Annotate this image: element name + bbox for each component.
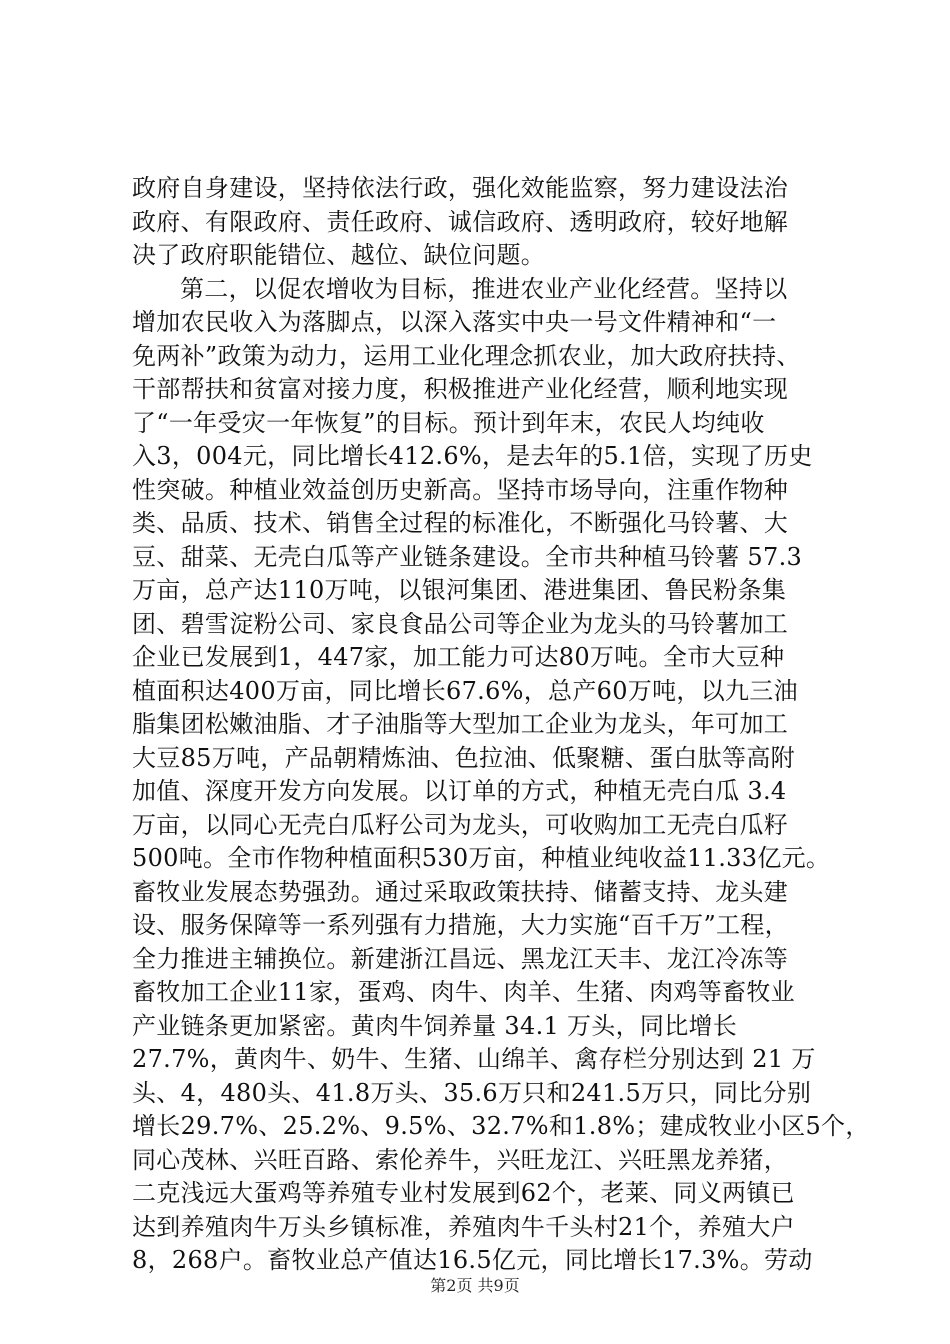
text-line: 万亩，总产达110万吨，以银河集团、港进集团、鲁民粉条集 — [132, 576, 787, 604]
text-line: 豆、甜菜、无壳白瓜等产业链条建设。全市共种植马铃薯 57.3 — [132, 542, 803, 571]
body-text — [132, 172, 870, 1278]
text-line: 设、服务保障等一系列强有力措施，大力实施“百千万”工程， — [132, 911, 789, 939]
text-line: 27.7%，黄肉牛、奶牛、生猪、山绵羊、禽存栏分别达到 21 万 — [132, 1045, 816, 1073]
text-line: 决了政府职能错位、越位、缺位问题。 — [132, 241, 546, 269]
text-line: 加值、深度开发方向发展。以订单的方式，种植无壳白瓜 3.4 — [132, 777, 787, 805]
text-line: 增长29.7%、25.2%、9.5%、32.7%和1.8%；建成牧业小区5个， — [132, 1112, 870, 1140]
text-line: 脂集团松嫩油脂、才子油脂等大型加工企业为龙头，年可加工 — [132, 710, 789, 738]
text-line: 植面积达400万亩，同比增长67.6%，总产60万吨，以九三油 — [132, 676, 798, 705]
text-line: 大豆85万吨，产品朝精炼油、色拉油、低聚糖、蛋白肽等高附 — [132, 743, 795, 772]
text-line: 500吨。全市作物种植面积530万亩，种植业纯收益11.33亿元。 — [132, 844, 831, 872]
text-line: 头、4，480头、41.8万头、35.6万只和241.5万只，同比分别 — [132, 1078, 812, 1107]
paragraph-start-line: 第二，以促农增收为目标，推进农业产业化经营。坚持以 — [180, 274, 788, 303]
text-line: 政府、有限政府、责任政府、诚信政府、透明政府，较好地解 — [132, 207, 789, 236]
text-line: 了“一年受灾一年恢复”的目标。预计到年末，农民人均纯收 — [132, 408, 765, 437]
text-line: 政府自身建设，坚持依法行政，强化效能监察，努力建设法治 — [132, 174, 789, 202]
page-number-footer: 第2页 共9页 — [430, 1276, 520, 1295]
text-line: 产业链条更加紧密。黄肉牛饲养量 34.1 万头，同比增长 — [132, 1011, 738, 1040]
text-line: 万亩，以同心无壳白瓜籽公司为龙头，可收购加工无壳白瓜籽 — [132, 810, 789, 839]
text-line: 免两补”政策为动力，运用工业化理念抓农业，加大政府扶持、 — [132, 341, 801, 370]
text-line: 畜牧业发展态势强劲。通过采取政策扶持、储蓄支持、龙头建 — [132, 877, 789, 906]
text-line: 8，268户。畜牧业总产值达16.5亿元，同比增长17.3%。劳动 — [132, 1246, 813, 1274]
text-line: 团、碧雪淀粉公司、家良食品公司等企业为龙头的马铃薯加工 — [132, 609, 789, 638]
text-line: 干部帮扶和贫富对接力度，积极推进产业化经营，顺利地实现 — [132, 375, 789, 403]
text-line: 同心茂林、兴旺百路、索伦养牛，兴旺龙江、兴旺黑龙养猪， — [132, 1145, 789, 1174]
text-line: 畜牧加工企业11家，蛋鸡、肉牛、肉羊、生猪、肉鸡等畜牧业 — [132, 978, 795, 1006]
text-line: 二克浅远大蛋鸡等养殖专业村发展到62个，老莱、同义两镇已 — [132, 1179, 795, 1207]
text-line: 全力推进主辅换位。新建浙江昌远、黑龙江天丰、龙江冷冻等 — [132, 944, 789, 973]
text-line: 增加农民收入为落脚点，以深入落实中央一号文件精神和“一 — [132, 308, 777, 336]
text-line: 企业已发展到1，447家，加工能力可达80万吨。全市大豆种 — [132, 643, 785, 671]
text-line: 性突破。种植业效益创历史新高。坚持市场导向，注重作物种 — [132, 475, 789, 504]
text-line: 类、品质、技术、销售全过程的标准化，不断强化马铃薯、大 — [132, 509, 789, 537]
text-line: 达到养殖肉牛万头乡镇标准，养殖肉牛千头村21个，养殖大户 — [132, 1212, 795, 1241]
text-line: 入3，004元，同比增长412.6%，是去年的5.1倍，实现了历史 — [132, 442, 813, 470]
